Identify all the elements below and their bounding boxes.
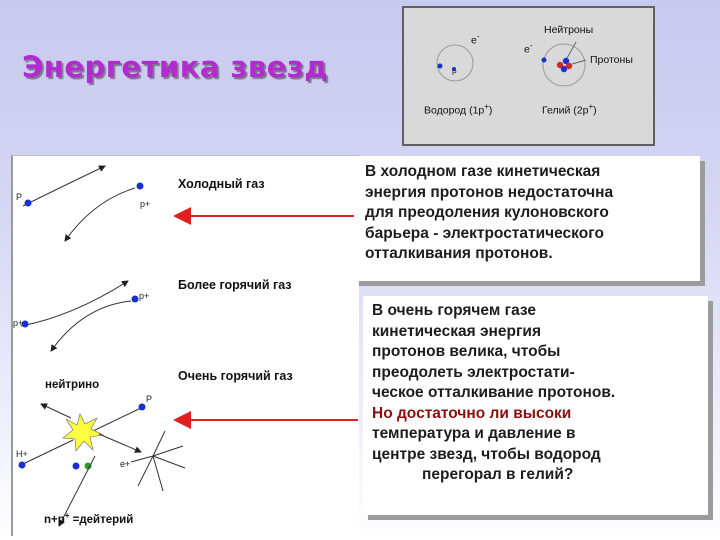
positron-mark: e+ bbox=[120, 459, 131, 469]
helium-label: Гелий (2p+) bbox=[542, 102, 597, 117]
text-line: кинетическая энергия bbox=[372, 322, 541, 340]
question-line: центре звезд, чтобы водород bbox=[372, 445, 601, 463]
proton-mark-1: P bbox=[16, 192, 23, 202]
slide-title: Энергетика звезд bbox=[22, 50, 329, 84]
deuterium-label: n+p+ =дейтерий bbox=[44, 511, 134, 526]
question-line: Но достаточно ли высоки bbox=[372, 404, 572, 422]
neutrino-label: нейтрино bbox=[45, 379, 100, 391]
incoming-proton-dot bbox=[19, 462, 26, 469]
proton-mark-4: p+ bbox=[13, 318, 24, 328]
incoming-proton-dot-2 bbox=[139, 404, 146, 411]
hydrogen-label: Водород (1p+) bbox=[424, 102, 493, 117]
helium-orbit bbox=[543, 44, 585, 86]
neutrons-label: Нейтроны bbox=[544, 24, 594, 36]
question-line: перегорал в гелий? bbox=[422, 466, 574, 483]
text-line: для преодоления кулоновского bbox=[365, 204, 609, 221]
proton-mark-2: p+ bbox=[140, 199, 151, 209]
proton-mark-3: p+ bbox=[139, 291, 150, 301]
proton-mark-5: P bbox=[146, 394, 153, 404]
hotter-gas-label: Более горячий газ bbox=[178, 278, 292, 292]
hot-trajectory-2 bbox=[51, 301, 131, 351]
text-line: ческое отталкивание протонов. bbox=[372, 384, 616, 401]
helium-neutron-2 bbox=[566, 63, 572, 69]
question-line: температура и давление в bbox=[372, 425, 576, 442]
hot-trajectory-1 bbox=[21, 281, 128, 326]
text-line: барьера - электростатического bbox=[365, 224, 604, 242]
protons-label: Протоны bbox=[590, 54, 633, 66]
proton-mark: P bbox=[452, 70, 457, 77]
incoming-proton-2 bbox=[93, 408, 141, 431]
cold-gas-explanation bbox=[354, 156, 700, 281]
text-line: протонов велика, чтобы bbox=[372, 343, 561, 360]
positron-annihilation bbox=[131, 431, 185, 491]
text-line: В очень горячем газе bbox=[372, 302, 536, 319]
hot-gas-explanation bbox=[363, 296, 708, 515]
text-line: В холодном газе кинетическая bbox=[365, 163, 601, 180]
incoming-proton-1 bbox=[23, 440, 73, 464]
hot-proton-2 bbox=[132, 296, 139, 303]
protons-pointer bbox=[572, 60, 586, 64]
proton-mark-6: H+ bbox=[16, 449, 28, 459]
electron-label-1: e- bbox=[471, 32, 480, 47]
cold-proton-2 bbox=[137, 183, 144, 190]
deuterium-proton bbox=[73, 463, 80, 470]
collision-diagram-panel bbox=[11, 155, 359, 536]
neutrino-trajectory bbox=[41, 404, 71, 418]
cold-proton-1 bbox=[25, 200, 32, 207]
cold-trajectory-2 bbox=[65, 188, 135, 241]
positron-trajectory bbox=[99, 434, 141, 452]
cold-trajectory-1 bbox=[23, 166, 105, 206]
fusion-star bbox=[63, 414, 103, 451]
very-hot-gas-label: Очень горячий газ bbox=[178, 369, 293, 383]
text-line: преодолеть электростати- bbox=[372, 363, 575, 381]
atom-diagram bbox=[402, 6, 655, 146]
text-line: энергия протонов недостаточна bbox=[365, 183, 614, 201]
text-line: отталкивания протонов. bbox=[365, 245, 553, 262]
helium-electron bbox=[542, 58, 547, 63]
collision-diagram bbox=[13, 156, 359, 536]
electron-label-2: e- bbox=[524, 41, 533, 56]
atom-diagram-graphic bbox=[404, 8, 654, 145]
hydrogen-electron bbox=[438, 64, 443, 69]
cold-gas-label: Холодный газ bbox=[178, 177, 265, 191]
deuterium-neutron bbox=[85, 463, 92, 470]
